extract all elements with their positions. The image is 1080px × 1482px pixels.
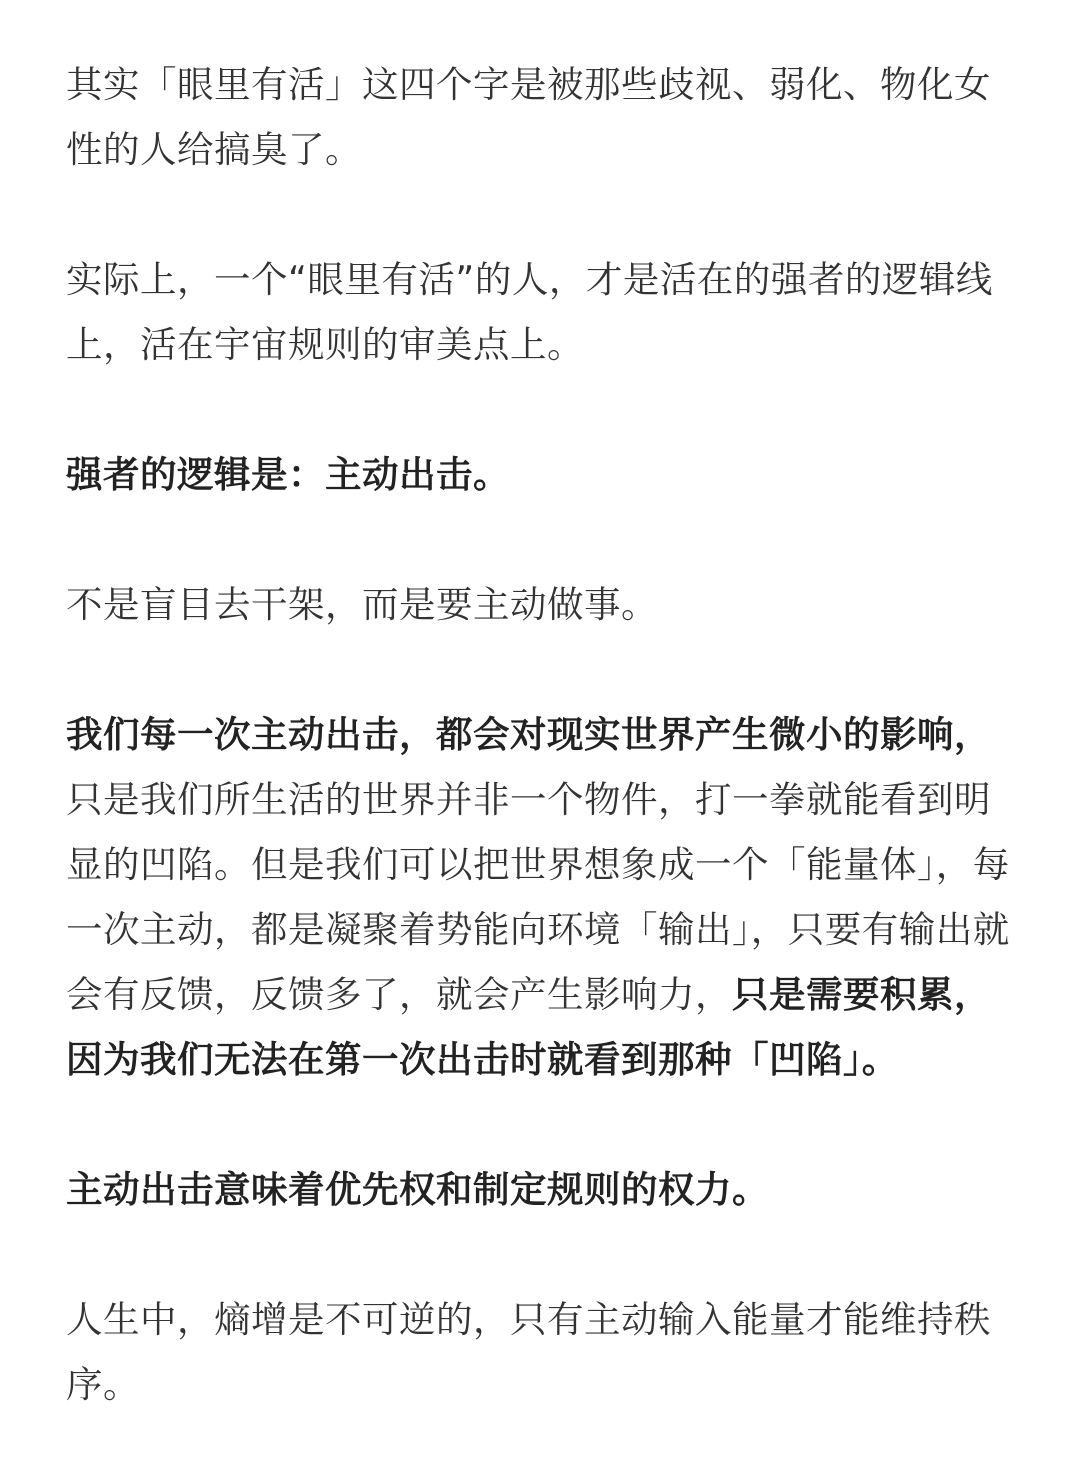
paragraph-4: 不是盲目去干架，而是要主动做事。 (66, 583, 658, 626)
paragraph-5 (66, 702, 1018, 1092)
paragraph-3-bold: 强者的逻辑是：主动出击。 (66, 453, 510, 496)
paragraph-5-bold-end: 只是需要积累，因为我们无法在第一次出击时就看到那种「凹陷」。 (66, 973, 991, 1081)
paragraph-5-bold-start: 我们每一次主动出击，都会对现实世界产生微小的影响， (66, 713, 991, 756)
article-body (66, 52, 1018, 1482)
paragraph-2: 实际上，一个“眼里有活”的人，才是活在的强者的逻辑线上，活在宇宙规则的审美点上。 (66, 258, 993, 366)
paragraph-6-bold: 主动出击意味着优先权和制定规则的权力。 (66, 1168, 769, 1211)
paragraph-1: 其实「眼里有活」这四个字是被那些歧视、弱化、物化女性的人给搞臭了。 (66, 63, 991, 171)
paragraph-7: 人生中，熵增是不可逆的，只有主动输入能量才能维持秩序。 (66, 1298, 991, 1406)
paragraph-5-normal: 只是我们所生活的世界并非一个物件，打一拳就能看到明显的凹陷。但是我们可以把世界想象成一个「能量体」，每一次主动，都是凝聚着势能向环境「输出」，只要有输出就会有反馈，反馈多了，就会产生影响力， (66, 778, 1010, 1016)
